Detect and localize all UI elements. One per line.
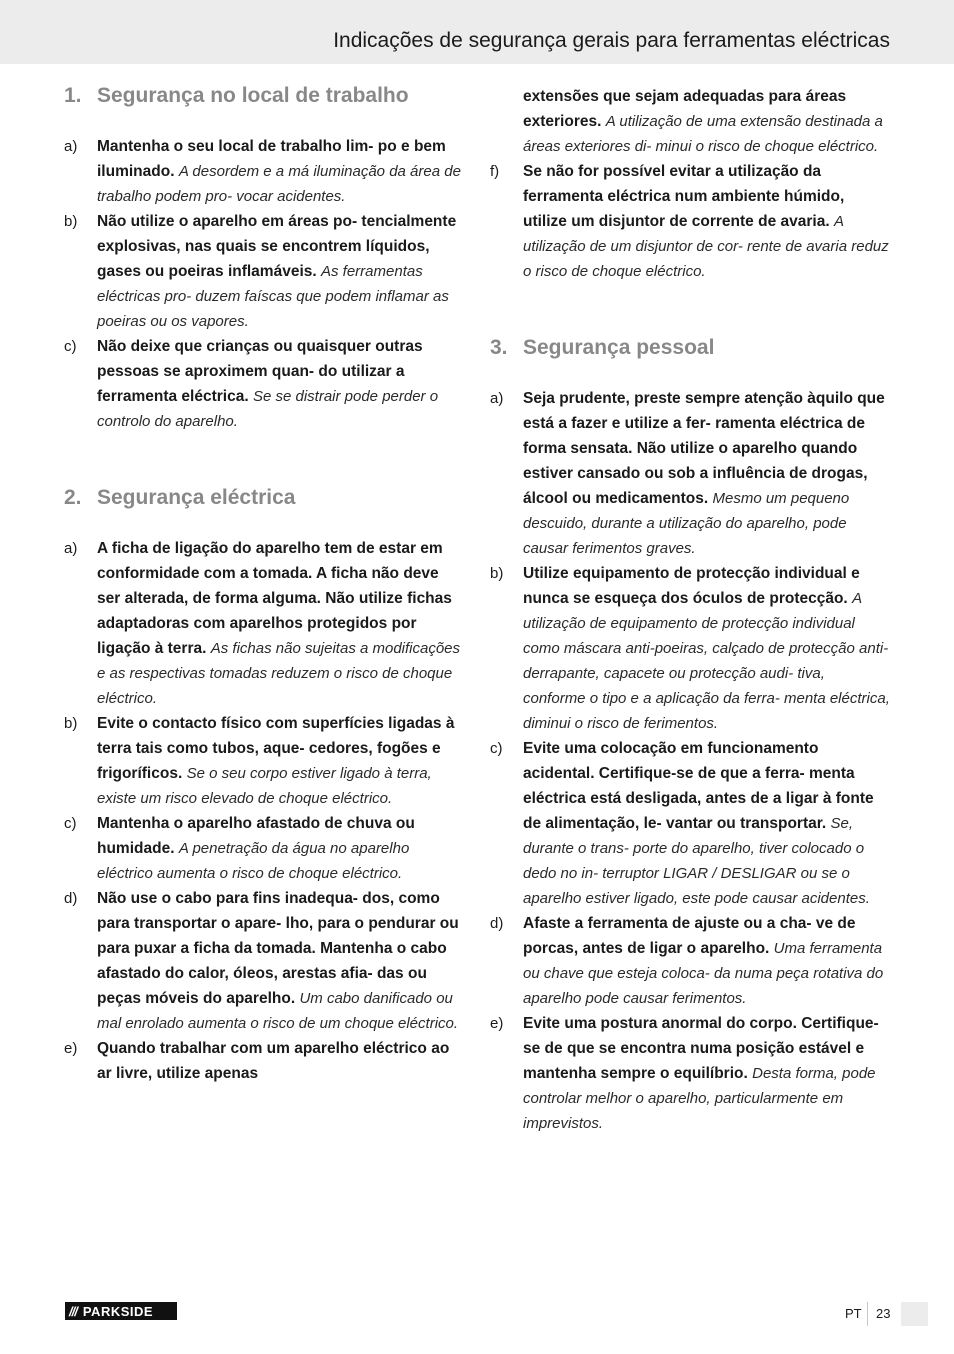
list-item: [490, 736, 890, 911]
item-letter: e): [490, 1015, 504, 1032]
item-bold: Se não for possível evitar a utilização da ferramenta eléctrica num ambiente húmido, utilize um disjuntor de corrente de avaria.: [523, 163, 845, 230]
section-number: 2.: [64, 486, 82, 509]
item-bold: Evite uma colocação em funcionamento acidental. Certifique-se de que a ferra- menta eléctrica está desligada, antes de a ligar à fonte de alimentação, le- vantar ou transportar.: [523, 740, 874, 832]
item-letter: f): [490, 163, 500, 180]
item-bold: Mantenha o aparelho afastado de chuva ou humidade.: [97, 815, 415, 857]
list-item-continuation: [490, 84, 890, 159]
item-letter: c): [490, 740, 503, 757]
item-letter: a): [64, 138, 78, 155]
item-italic: Se se distrair pode perder o controlo do aparelho.: [97, 388, 439, 430]
list-item: [64, 536, 464, 711]
list-item: [64, 334, 464, 434]
item-italic: Um cabo danificado ou mal enrolado aumenta o risco de um choque eléctrico.: [97, 990, 459, 1032]
item-bold: Não use o cabo para fins inadequa- dos, como para transportar o apare- lho, para o pendurar ou para puxar a ficha da tomada. Mantenha o cabo afastado do calor, óleos, arestas afia- das ou peças móveis do aparelho.: [97, 890, 459, 1007]
list-item: [490, 386, 890, 561]
item-bold: Evite o contacto físico com superfícies ligadas à terra tais como tubos, aque- cedores, fogões e frigoríficos.: [97, 715, 455, 782]
section-3-heading: [490, 336, 890, 360]
item-bold: A ficha de ligação do aparelho tem de estar em conformidade com a tomada. A ficha não deve ser alterada, de forma alguma. Não utilize fichas adaptadoras com aparelhos protegidos por ligação à terra.: [97, 540, 452, 657]
list-item: [64, 711, 464, 811]
footer-tab: [901, 1302, 928, 1326]
item-bold: Não deixe que crianças ou quaisquer outras pessoas se aproximem quan- do utilizar a ferramenta eléctrica.: [97, 338, 423, 405]
item-italic: A utilização de uma extensão destinada a áreas exteriores di- minui o risco de choque eléctrico.: [523, 113, 883, 155]
page-title: Indicações de segurança gerais para ferramentas eléctricas: [333, 29, 890, 52]
item-italic: Uma ferramenta ou chave que esteja coloca- da numa peça rotativa do aparelho pode causar ferimentos.: [523, 940, 884, 1007]
list-item: [490, 911, 890, 1011]
item-italic: Desta forma, pode controlar melhor o aparelho, particularmente em imprevistos.: [523, 1065, 876, 1132]
item-bold: Mantenha o seu local de trabalho lim- po e bem iluminado.: [97, 138, 446, 180]
item-italic: A desordem e a má iluminação da área de trabalho podem pro- vocar acidentes.: [97, 163, 461, 205]
item-bold: Evite uma postura anormal do corpo. Certifique-se de que se encontra numa posição estável e mantenha sempre o equilíbrio.: [523, 1015, 879, 1082]
item-bold: Quando trabalhar com um aparelho eléctrico ao ar livre, utilize apenas: [97, 1040, 450, 1082]
section-number: 1.: [64, 84, 82, 107]
item-italic: Se, durante o trans- porte do aparelho, tiver colocado o dedo no in- terruptor LIGAR / DESLIGAR ou se o aparelho estiver ligado, este pode causar acidentes.: [523, 815, 870, 907]
logo-text: PARKSIDE: [82, 1303, 154, 1319]
section-title: Segurança pessoal: [523, 336, 715, 359]
list-item: [490, 1011, 890, 1136]
list-item: [490, 159, 890, 284]
item-italic: As fichas não sujeitas a modificações e as respectivas tomadas reduzem o risco de choque eléctrico.: [97, 640, 461, 707]
section-title: Segurança eléctrica: [97, 486, 296, 509]
item-bold: Utilize equipamento de protecção individual e nunca se esqueça dos óculos de protecção.: [523, 565, 860, 607]
list-item: [64, 1036, 464, 1086]
list-item: [64, 134, 464, 209]
item-italic: A utilização de equipamento de protecção individual como máscara anti-poeiras, calçado de protecção anti-derrapante, capacete ou protecção audi- tiva, conforme o tipo e a aplicação da ferra- menta eléctrica, diminui o risco de ferimentos.: [523, 590, 890, 732]
list-item: [490, 561, 890, 736]
footer-divider: [867, 1302, 868, 1326]
language-code: PT: [845, 1306, 862, 1321]
item-letter: b): [490, 565, 504, 582]
item-italic: Mesmo um pequeno descuido, durante a utilização do aparelho, pode causar ferimentos graves.: [523, 490, 850, 557]
list-item: [64, 811, 464, 886]
right-column: [490, 84, 890, 1136]
item-italic: As ferramentas eléctricas pro- duzem faíscas que podem inflamar as poeiras ou os vapores.: [97, 263, 449, 330]
page-number: 23: [876, 1306, 891, 1321]
left-column: [64, 84, 464, 1086]
item-italic: A utilização de um disjuntor de cor- rente de avaria reduz o risco de choque eléctrico.: [523, 213, 889, 280]
item-letter: d): [490, 915, 504, 932]
logo-slashes: ///: [69, 1303, 77, 1319]
section-2-heading: [64, 486, 464, 510]
item-bold: extensões que sejam adequadas para áreas exteriores.: [523, 88, 847, 130]
header-bar: [0, 0, 954, 64]
section-number: 3.: [490, 336, 508, 359]
section-1-heading: [64, 84, 464, 108]
item-letter: b): [64, 213, 78, 230]
item-bold: Afaste a ferramenta de ajuste ou a cha- ve de porcas, antes de ligar o aparelho.: [523, 915, 856, 957]
item-italic: Se o seu corpo estiver ligado à terra, existe um risco elevado de choque eléctrico.: [97, 765, 432, 807]
section-title: Segurança no local de trabalho: [97, 84, 409, 107]
item-italic: A penetração da água no aparelho eléctrico aumenta o risco de choque eléctrico.: [97, 840, 410, 882]
list-item: [64, 209, 464, 334]
item-letter: b): [64, 715, 78, 732]
item-letter: c): [64, 338, 77, 355]
item-bold: Não utilize o aparelho em áreas po- tencialmente explosivas, nas quais se encontrem líquidos, gases ou poeiras inflamáveis.: [97, 213, 457, 280]
item-letter: d): [64, 890, 78, 907]
list-item: [64, 886, 464, 1036]
item-letter: e): [64, 1040, 78, 1057]
item-bold: Seja prudente, preste sempre atenção àquilo que está a fazer e utilize a fer- ramenta eléctrica de forma sensata. Não utilize o aparelho quando estiver cansado ou sob a influência de drogas, álcool ou medicamentos.: [523, 390, 885, 507]
item-letter: a): [64, 540, 78, 557]
item-letter: a): [490, 390, 504, 407]
item-letter: c): [64, 815, 77, 832]
parkside-logo: [65, 1302, 177, 1320]
